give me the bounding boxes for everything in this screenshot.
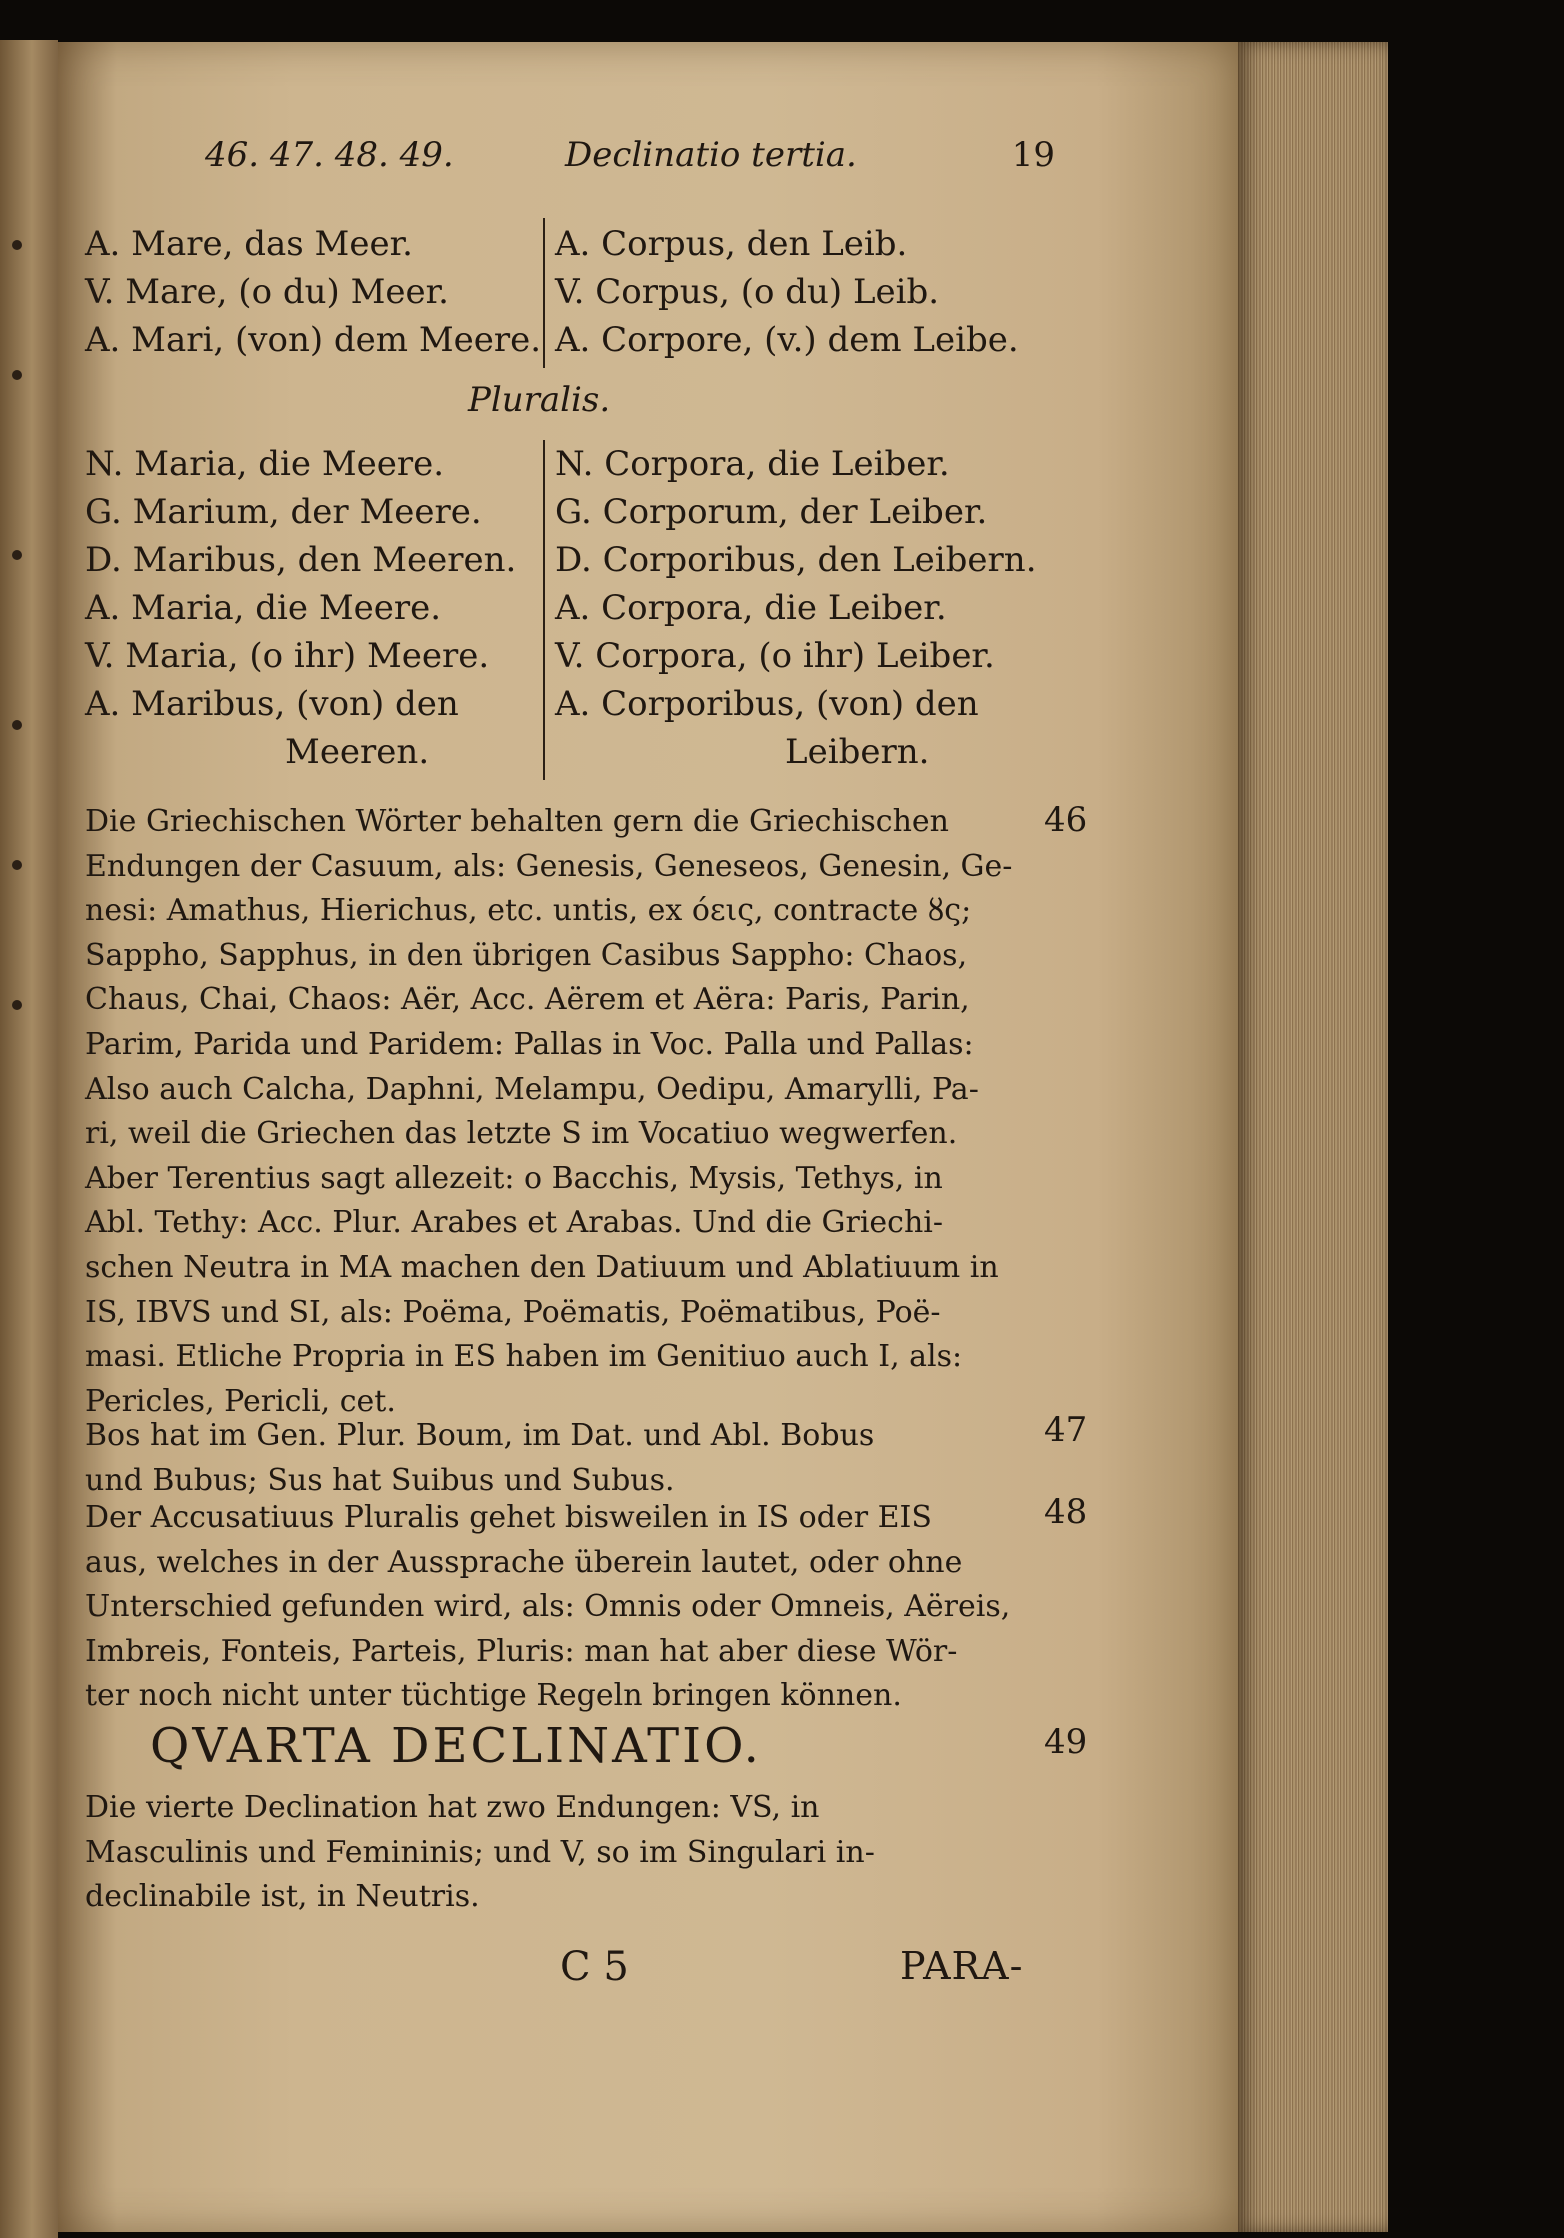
plural-right-row: G. Corporum, der Leiber.	[555, 492, 988, 532]
section-numbers: 46. 47. 48. 49.	[205, 135, 454, 175]
running-header	[205, 135, 1055, 190]
header-title: Declinatio tertia.	[565, 135, 857, 175]
singular-right-row: A. Corpus, den Leib.	[555, 224, 908, 264]
text-line: Chaus, Chai, Chaos: Aër, Acc. Aërem et Aëra: Paris, Parin,	[85, 982, 970, 1018]
plural-right-row: V. Corpora, (o ihr) Leiber.	[555, 636, 995, 676]
text-line: ri, weil die Griechen das letzte S im Vocatiuo wegwerfen.	[85, 1116, 958, 1152]
column-divider	[543, 440, 545, 780]
text-line: Masculinis und Femininis; und V, so im Singulari in-	[85, 1834, 875, 1870]
column-divider	[543, 218, 545, 368]
paragraph-47	[85, 1414, 1075, 1503]
text-line: Sappho, Sapphus, in den übrigen Casibus Sappho: Chaos,	[85, 937, 968, 973]
text-line: und Bubus; Sus hat Suibus und Subus.	[85, 1462, 675, 1498]
text-line: Bos hat im Gen. Plur. Boum, im Dat. und Abl. Bobus	[85, 1418, 875, 1453]
text-line: Der Accusatiuus Pluralis gehet bisweilen in IS oder EIS	[85, 1500, 932, 1535]
text-line: Imbreis, Fonteis, Parteis, Pluris: man hat aber diese Wör-	[85, 1633, 958, 1669]
singular-left-row: A. Mari, (von) dem Meere.	[85, 320, 542, 360]
text-line: declinabile ist, in Neutris.	[85, 1879, 480, 1915]
plural-left-row: V. Maria, (o ihr) Meere.	[85, 636, 490, 676]
left-page-edge	[0, 40, 58, 2238]
plural-left-row: N. Maria, die Meere.	[85, 444, 445, 484]
margin-number: 48	[1044, 1492, 1088, 1532]
plural-left-row: Meeren.	[285, 732, 430, 772]
margin-number: 49	[1044, 1722, 1088, 1762]
text-line: aus, welches in der Aussprache überein lautet, oder ohne	[85, 1544, 963, 1580]
paragraph-48	[85, 1496, 1075, 1719]
pluralis-label: Pluralis.	[468, 380, 611, 420]
text-line: Abl. Tethy: Acc. Plur. Arabes et Arabas. Und die Griechi-	[85, 1205, 944, 1241]
text-line: Parim, Parida und Paridem: Pallas in Voc. Palla und Pallas:	[85, 1026, 974, 1062]
singular-left-row: V. Mare, (o du) Meer.	[85, 272, 449, 312]
plural-left-row: A. Maribus, (von) den	[85, 684, 459, 724]
singular-left-row: A. Mare, das Meer.	[85, 224, 413, 264]
margin-number: 46	[1044, 800, 1088, 840]
text-line: nesi: Amathus, Hierichus, etc. untis, ex όεις, contracte ȣς;	[85, 893, 972, 929]
singular-right-row: A. Corpore, (v.) dem Leibe.	[555, 320, 1019, 360]
text-line: Aber Terentius sagt allezeit: o Bacchis, Mysis, Tethys, in	[85, 1160, 943, 1196]
text-line: Die Griechischen Wörter behalten gern die Griechischen	[85, 804, 949, 839]
plural-right-row: A. Corpora, die Leiber.	[555, 588, 947, 628]
text-line: Pericles, Pericli, cet.	[85, 1383, 396, 1419]
paragraph-49	[85, 1786, 1075, 1920]
margin-number: 47	[1044, 1410, 1088, 1450]
plural-left-row: A. Maria, die Meere.	[85, 588, 442, 628]
paragraph-46	[85, 800, 1075, 1424]
plural-right-row: Leibern.	[785, 732, 930, 772]
plural-left-row: G. Marium, der Meere.	[85, 492, 482, 532]
text-line: ter noch nicht unter tüchtige Regeln bringen können.	[85, 1678, 902, 1714]
plural-right-row: D. Corporibus, den Leibern.	[555, 540, 1037, 580]
text-line: Endungen der Casuum, als: Genesis, Geneseos, Genesin, Ge-	[85, 848, 1013, 884]
singular-right-row: V. Corpus, (o du) Leib.	[555, 272, 940, 312]
signature-mark: C 5	[560, 1944, 629, 1990]
text-line: Die vierte Declination hat zwo Endungen: VS, in	[85, 1790, 820, 1825]
left-page-marks	[4, 40, 44, 2238]
text-line: IS, IBVS und SI, als: Poëma, Poëmatis, Poëmatibus, Poë-	[85, 1294, 941, 1330]
plural-right-row: N. Corpora, die Leiber.	[555, 444, 950, 484]
text-line: Also auch Calcha, Daphni, Melampu, Oedipu, Amarylli, Pa-	[85, 1071, 979, 1107]
page-edges	[1238, 42, 1388, 2232]
section-heading: QVARTA DECLINATIO.	[150, 1718, 762, 1774]
plural-left-row: D. Maribus, den Meeren.	[85, 540, 517, 580]
text-line: Unterschied gefunden wird, als: Omnis oder Omneis, Aëreis,	[85, 1589, 1011, 1625]
text-line: schen Neutra in MA machen den Datiuum und Ablatiuum in	[85, 1249, 999, 1285]
page-number: 19	[1011, 135, 1055, 175]
catchword: PARA-	[900, 1944, 1024, 1988]
text-line: masi. Etliche Propria in ES haben im Genitiuo auch I, als:	[85, 1339, 963, 1375]
plural-right-row: A. Corporibus, (von) den	[555, 684, 979, 724]
